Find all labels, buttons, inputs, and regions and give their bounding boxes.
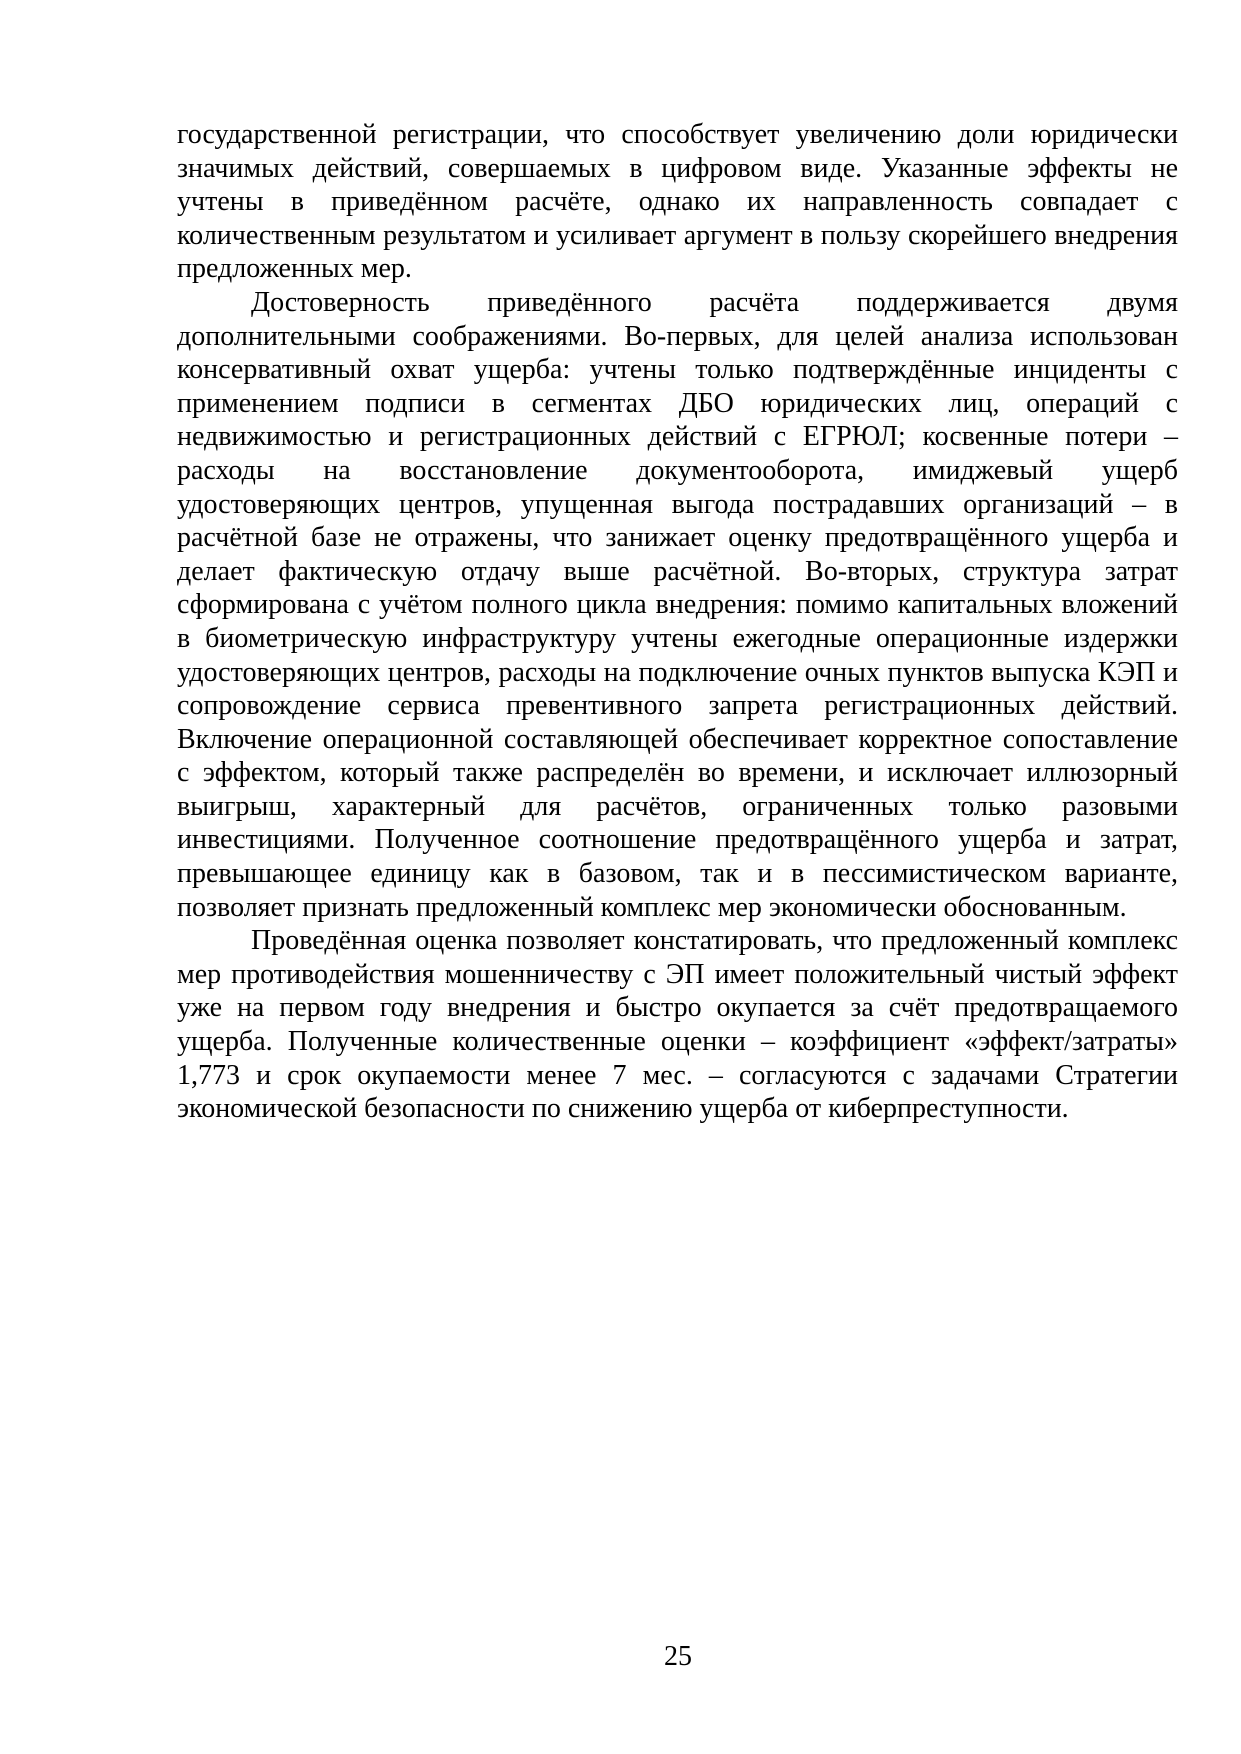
document-body (177, 118, 1178, 1126)
paragraph-conclusion: Проведённая оценка позволяет констатировать, что предложенный комплекс мер противодействия мошенничеству с ЭП имеет положительный чистый эффект уже на первом году внедрения и быстро окупается за счёт предотвращаемого ущерба. Полученные количественные оценки – коэффициент «эффект/затраты» 1,773 и срок окупаемости менее 7 мес. – согласуются с задачами Стратегии экономической безопасности по снижению ущерба от киберпреступности. (177, 925, 1178, 1125)
paragraph-continuation: государственной регистрации, что способствует увеличению доли юридически значимых действий, совершаемых в цифровом виде. Указанные эффекты не учтены в приведённом расчёте, однако их направленность совпадает с количественным результатом и усиливает аргумент в пользу скорейшего внедрения предложенных мер. (177, 119, 1178, 285)
page-number: 25 (664, 1641, 692, 1672)
paragraph-reliability: Достоверность приведённого расчёта поддерживается двумя дополнительными соображениями. Во-первых, для целей анализа использован консервативный охват ущерба: учтены только подтверждённые инциденты с применением подписи в сегментах ДБО юридических лиц, операций с недвижимостью и регистрационных действий с ЕГРЮЛ; косвенные потери – расходы на восстановление документооборота, имиджевый ущерб удостоверяющих центров, упущенная выгода пострадавших организаций – в расчётной базе не отражены, что занижает оценку предотвращённого ущерба и делает фактическую отдачу выше расчётной. Во-вторых, структура затрат сформирована с учётом полного цикла внедрения: помимо капитальных вложений в биометрическую инфраструктуру учтены ежегодные операционные издержки удостоверяющих центров, расходы на подключение очных пунктов выпуска КЭП и сопровождение сервиса превентивного запрета регистрационных действий. Включение операционной составляющей обеспечивает корректное сопоставление с эффектом, который также распределён во времени, и исключает иллюзорный выигрыш, характерный для расчётов, ограниченных только разовыми инвестициями. Полученное соотношение предотвращённого ущерба и затрат, превышающее единицу как в базовом, так и в пессимистическом варианте, позволяет признать предложенный комплекс мер экономически обоснованным. (177, 286, 1178, 923)
